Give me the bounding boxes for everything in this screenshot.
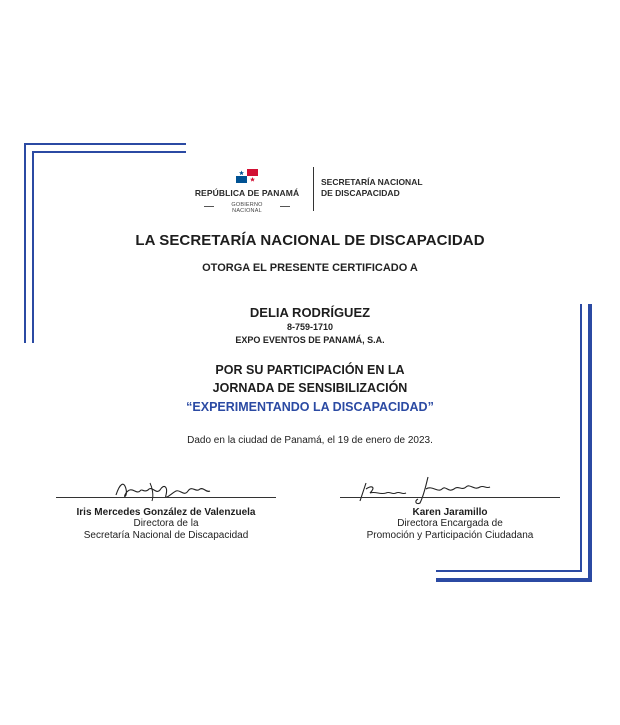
secretariat-line-1: SECRETARÍA NACIONAL xyxy=(321,177,423,187)
recipient-company: EXPO EVENTOS DE PANAMÁ, S.A. xyxy=(235,335,385,345)
header-logo-block xyxy=(186,163,436,215)
handwritten-signature-right xyxy=(330,475,570,505)
signature-block-right xyxy=(330,475,570,542)
signer-name-left: Iris Mercedes González de Valenzuela xyxy=(76,507,256,518)
signature-block-left xyxy=(46,475,286,542)
recipient-id: 8-759-1710 xyxy=(286,322,334,332)
signature-line-left xyxy=(56,497,276,498)
signer-name-right: Karen Jaramillo xyxy=(412,507,488,518)
secretariat-name xyxy=(321,177,436,199)
secretariat-line-2: DE DISCAPACIDAD xyxy=(321,188,400,198)
event-name: “EXPERIMENTANDO LA DISCAPACIDAD” xyxy=(186,400,434,414)
republic-name: REPÚBLICA DE PANAMÁ xyxy=(194,188,300,198)
handwritten-signature-left xyxy=(46,475,286,505)
signer-role-left-2: Secretaría Nacional de Discapacidad xyxy=(83,530,249,541)
signature-line-right xyxy=(340,497,560,498)
issue-date-text: Dado en la ciudad de Panamá, el 19 de enero de 2023. xyxy=(187,435,433,446)
panama-flag-icon xyxy=(236,169,258,183)
reason-line-1: POR SU PARTICIPACIÓN EN LA xyxy=(215,363,405,377)
header-divider xyxy=(313,167,314,211)
recipient-name: DELIA RODRÍGUEZ xyxy=(249,305,371,320)
certificate-title: LA SECRETARÍA NACIONAL DE DISCAPACIDAD xyxy=(135,232,485,249)
signer-role-left-1: Directora de la xyxy=(133,518,199,529)
signer-role-right-2: Promoción y Participación Ciudadana xyxy=(366,530,534,541)
reason-line-2: JORNADA DE SENSIBILIZACIÓN xyxy=(212,381,408,395)
government-label xyxy=(204,201,290,214)
grant-text: OTORGA EL PRESENTE CERTIFICADO A xyxy=(202,262,418,274)
government-text: GOBIERNO NACIONAL xyxy=(231,202,263,214)
signer-role-right-1: Directora Encargada de xyxy=(397,518,503,529)
